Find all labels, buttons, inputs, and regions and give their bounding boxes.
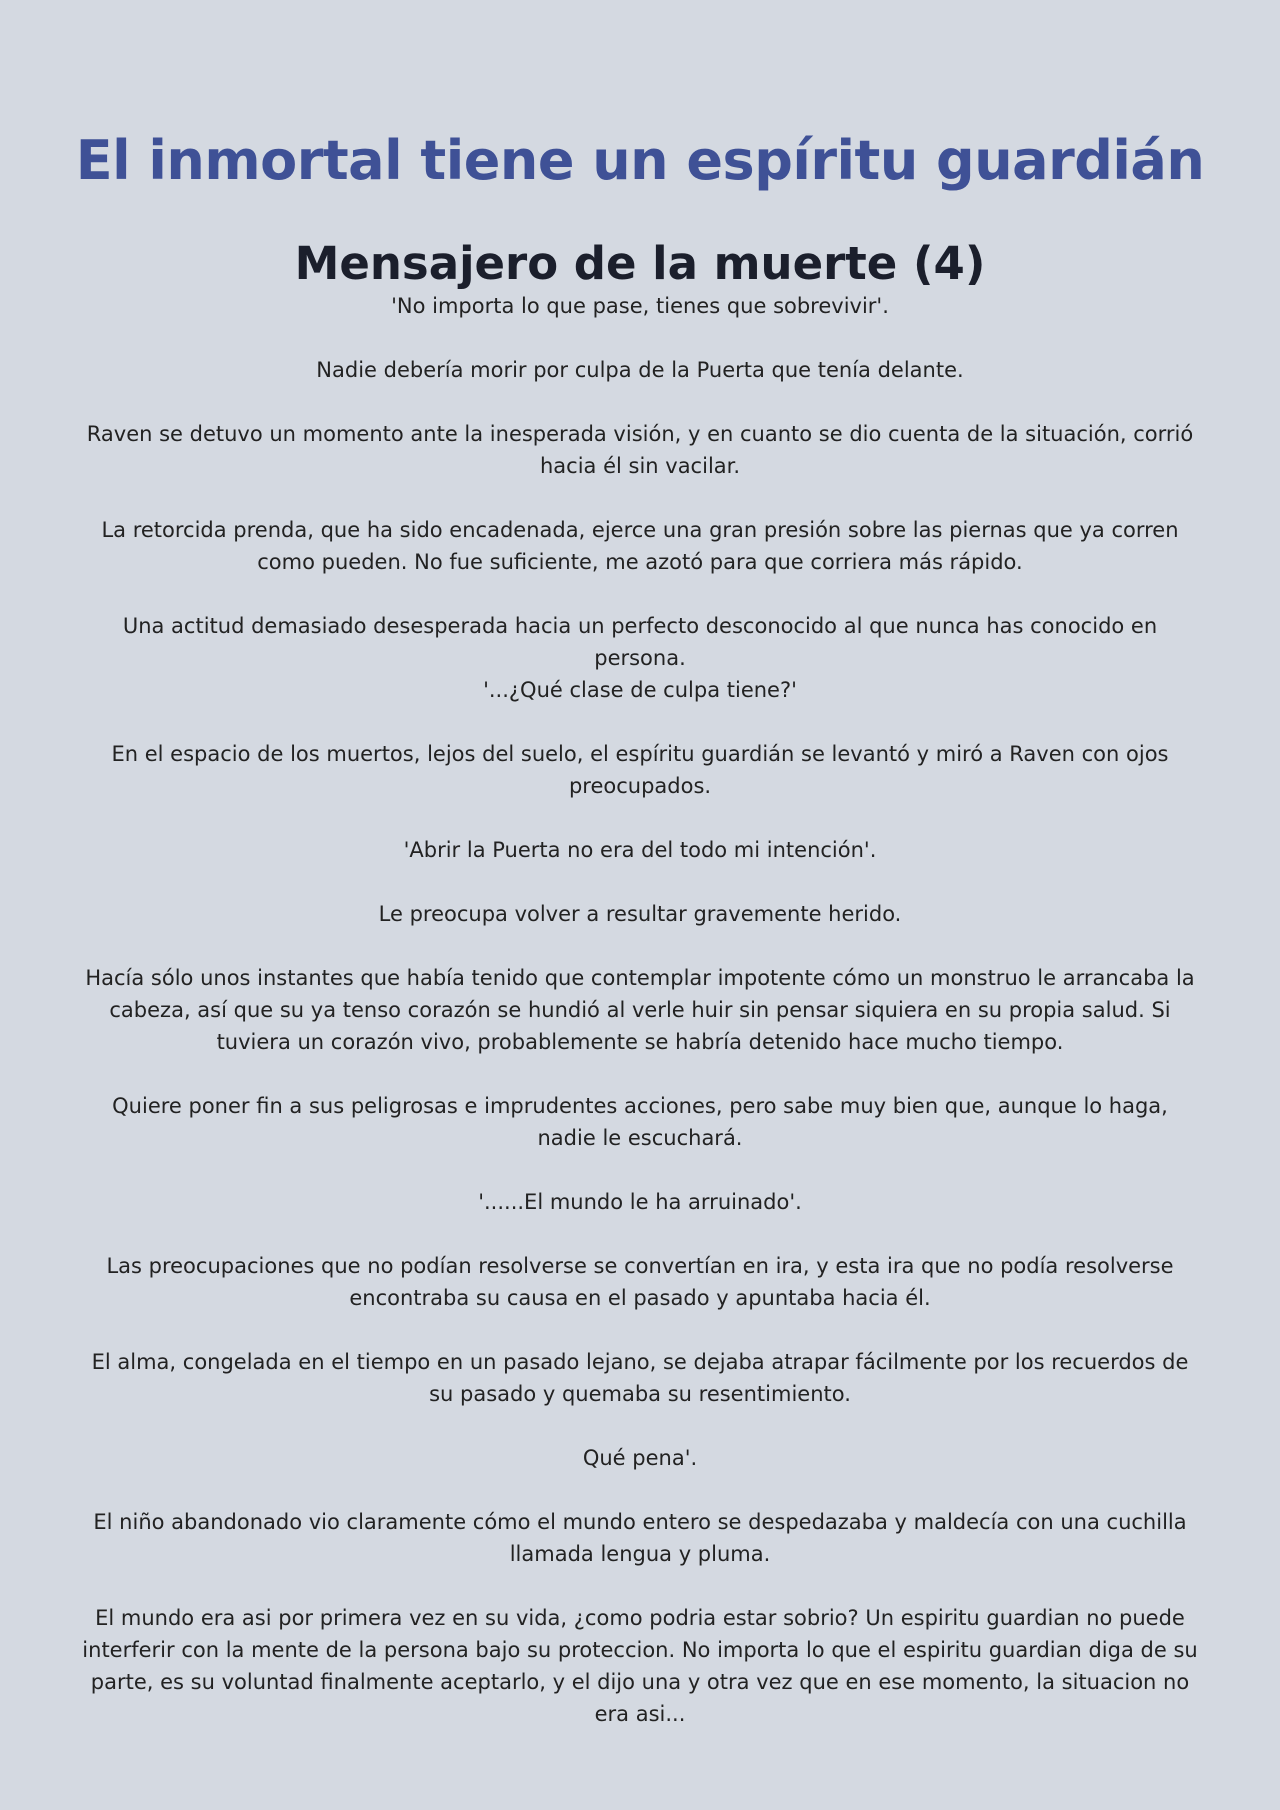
paragraph: En el espacio de los muertos, lejos del suelo, el espíritu guardián se levantó y miró a Raven con ojos preocupados. [111,742,1169,798]
paragraph: Qué pena'. [582,1446,698,1470]
paragraph: El alma, congelada en el tiempo en un pasado lejano, se dejaba atrapar fácilmente por los recuerdos de su pasado y quemaba su resentimiento. [91,1350,1189,1406]
paragraph: Hacía sólo unos instantes que había tenido que contemplar impotente cómo un monstruo le arrancaba la cabeza, así que su ya tenso corazón se hundió al verle huir sin pensar siquiera en su propia salud. Si tuviera un corazón vivo, probablemente se habría detenido hace mucho tiempo. [85,966,1195,1054]
paragraph: 'Abrir la Puerta no era del todo mi intención'. [403,838,877,862]
paragraph: La retorcida prenda, que ha sido encadenada, ejerce una gran presión sobre las piernas que ya corren como pueden. No fue suficiente, me azotó para que corriera más rápido. [101,518,1179,574]
chapter-body [80,290,1200,1762]
paragraph: 'No importa lo que pase, tienes que sobrevivir'. [391,294,889,318]
paragraph: Las preocupaciones que no podían resolverse se convertían en ira, y esta ira que no podía resolverse encontraba su causa en el pasado y apuntaba hacia él. [106,1254,1174,1310]
paragraph: Le preocupa volver a resultar gravemente herido. [378,902,902,926]
chapter-title: Mensajero de la muerte (4) [294,237,986,290]
paragraph: '...¿Qué clase de culpa tiene?' [483,678,797,702]
paragraph: El mundo era asi por primera vez en su vida, ¿como podria estar sobrio? Un espiritu guardian no puede interferir con la mente de la persona bajo su proteccion. No importa lo que el espiritu guardian diga de su parte, es su voluntad finalmente aceptarlo, y el dijo una y otra vez que en ese momento, la situacion no era asi... [82,1606,1198,1726]
paragraph: Raven se detuvo un momento ante la inesperada visión, y en cuanto se dio cuenta de la situación, corrió hacia él sin vacilar. [86,422,1194,478]
paragraph: Quiere poner fin a sus peligrosas e imprudentes acciones, pero sabe muy bien que, aunque lo haga, nadie le escuchará. [112,1094,1168,1150]
paragraph: '......El mundo le ha arruinado'. [478,1190,802,1214]
paragraph: Nadie debería morir por culpa de la Puerta que tenía delante. [316,358,964,382]
site-title: El inmortal tiene un espíritu guardián [75,129,1205,192]
paragraph: El niño abandonado vio claramente cómo el mundo entero se despedazaba y maldecía con una cuchilla llamada lengua y pluma. [93,1510,1187,1566]
paragraph: Una actitud demasiado desesperada hacia un perfecto desconocido al que nunca has conocido en persona. [122,614,1158,670]
